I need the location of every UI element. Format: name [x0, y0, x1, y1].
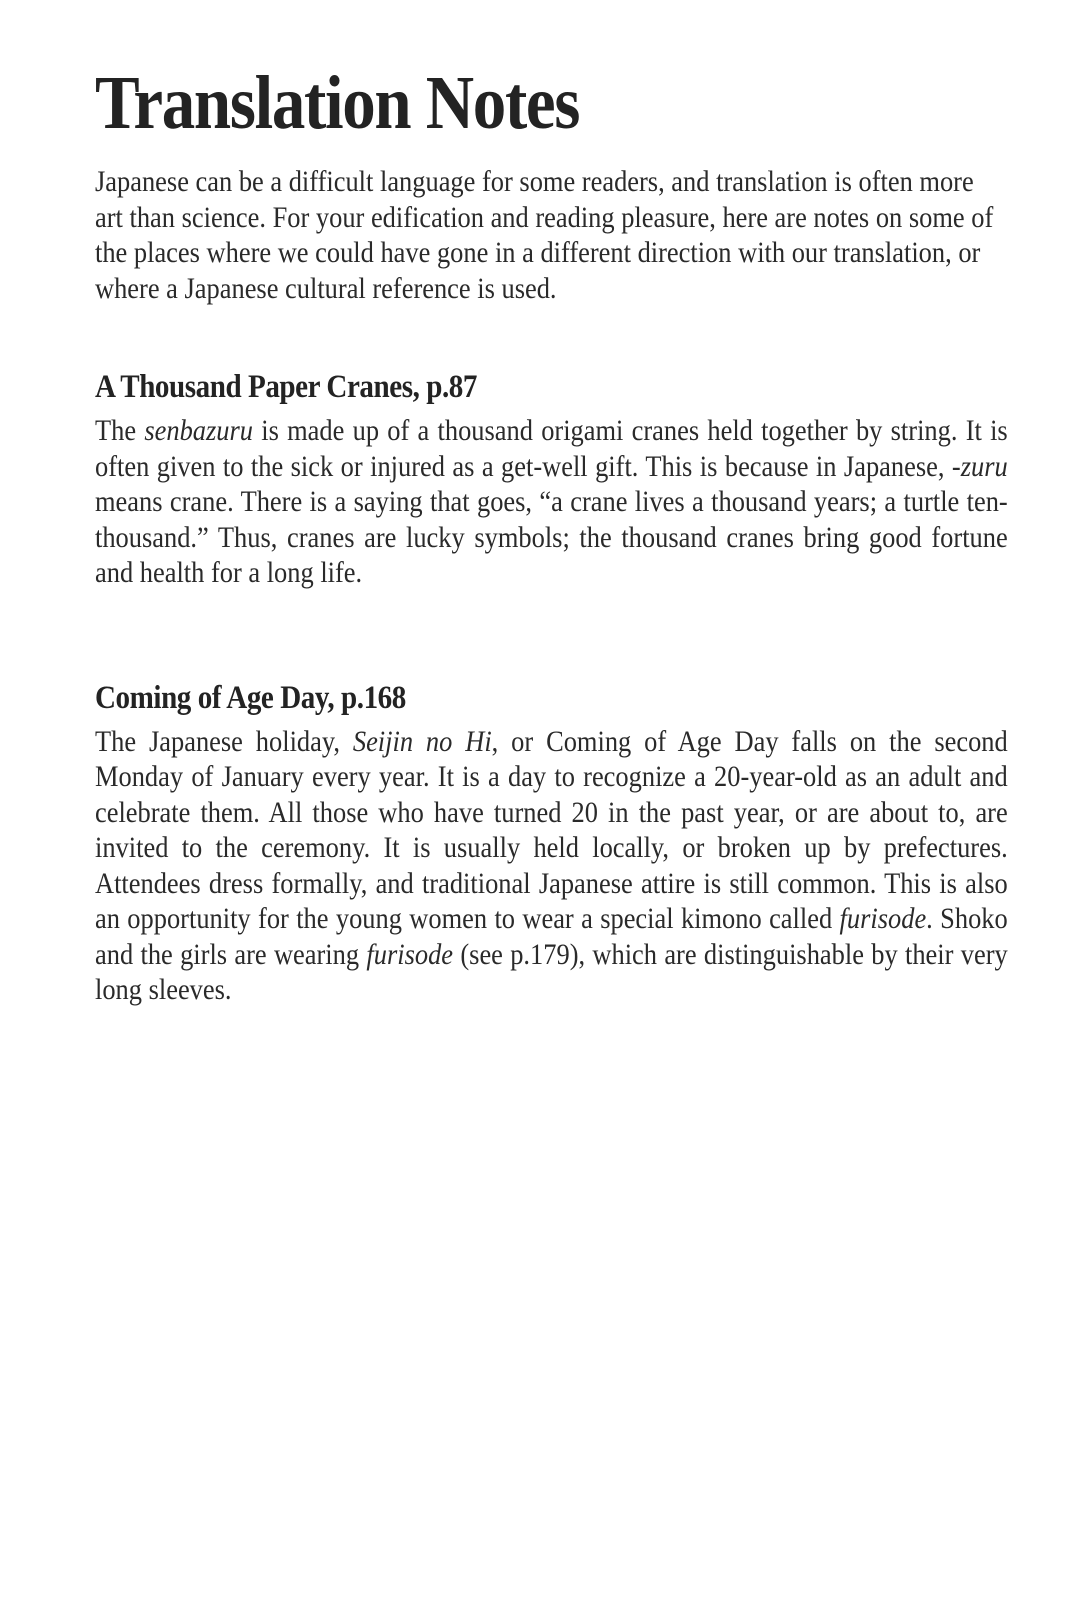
section-body: The senbazuru is made up of a thousand origami cranes held together by string. It is often given to the sick or injured as a get-well gift. This is because in Japanese, -zuru means crane. There is a saying that goes, “a crane lives a thousand years; a turtle ten-thousand.” Thus, cranes are lucky symbols; the thousand cranes bring good fortune and health for a long life.: [95, 414, 1008, 590]
section-body: The Japanese holiday, Seijin no Hi, or Coming of Age Day falls on the second Monday of January every year. It is a day to recognize a 20-year-old as an adult and celebrate them. All those who have turned 20 in the past year, or are about to, are invited to the ceremony. It is usually held locally, or broken up by prefectures. Attendees dress formally, and traditional Japanese attire is still common. This is also an opportunity for the young women to wear a special kimono called furisode. Shoko and the girls are wearing furisode (see p.179), which are distinguishable by their very long sleeves.: [95, 724, 1008, 1007]
note-section-coming-of-age-day: [95, 679, 1008, 1008]
page-content: [95, 0, 1008, 1008]
page-title: Translation Notes: [95, 61, 580, 145]
note-section-thousand-paper-cranes: [95, 368, 1008, 591]
section-heading: A Thousand Paper Cranes, p.87: [95, 369, 477, 406]
section-heading: Coming of Age Day, p.168: [95, 679, 406, 716]
intro-paragraph: Japanese can be a difficult language for some readers, and translation is often more art than science. For your edification and reading pleasure, here are notes on some of the places where we could have gone in a different direction with our translation, or where a Japanese cultural reference is used.: [95, 165, 994, 305]
